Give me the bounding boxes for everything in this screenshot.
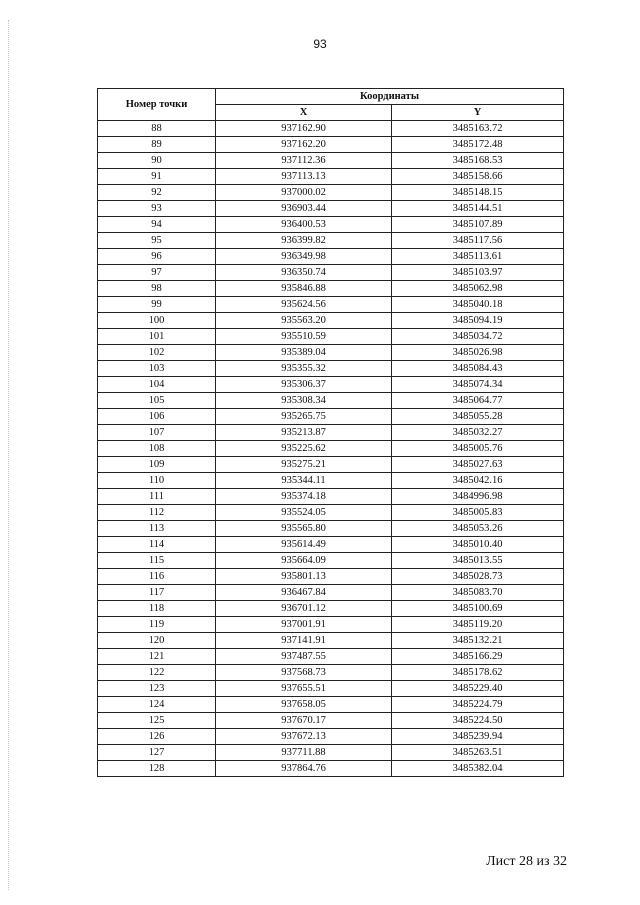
table-row <box>98 617 564 633</box>
y-coordinate-cell: 3485263.51 <box>392 745 564 761</box>
x-coordinate-cell: 937162.90 <box>216 121 392 137</box>
page-number: 93 <box>313 37 327 51</box>
table-row <box>98 169 564 185</box>
table-header <box>98 89 564 121</box>
y-coordinate-cell: 3485010.40 <box>392 537 564 553</box>
point-number-cell: 121 <box>98 649 216 665</box>
x-coordinate-cell: 937864.76 <box>216 761 392 777</box>
point-number-cell: 90 <box>98 153 216 169</box>
table-row <box>98 361 564 377</box>
y-coordinate-cell: 3485158.66 <box>392 169 564 185</box>
table-body <box>98 121 564 777</box>
y-coordinate-cell: 3485224.50 <box>392 713 564 729</box>
y-coordinate-cell: 3485013.55 <box>392 553 564 569</box>
point-number-cell: 116 <box>98 569 216 585</box>
table-row <box>98 329 564 345</box>
point-number-cell: 103 <box>98 361 216 377</box>
point-number-cell: 97 <box>98 265 216 281</box>
margin-line <box>8 20 9 890</box>
y-coordinate-cell: 3485074.34 <box>392 377 564 393</box>
coordinates-table <box>97 88 564 777</box>
point-number-cell: 110 <box>98 473 216 489</box>
table-row <box>98 745 564 761</box>
table-row <box>98 569 564 585</box>
y-coordinate-cell: 3485103.97 <box>392 265 564 281</box>
y-coordinate-cell: 3485040.18 <box>392 297 564 313</box>
table-row <box>98 441 564 457</box>
y-coordinate-cell: 3485055.28 <box>392 409 564 425</box>
table-row <box>98 265 564 281</box>
y-coordinate-cell: 3485042.16 <box>392 473 564 489</box>
point-number-cell: 108 <box>98 441 216 457</box>
y-coordinate-cell: 3485178.62 <box>392 665 564 681</box>
table-row <box>98 505 564 521</box>
y-coordinate-cell: 3485119.20 <box>392 617 564 633</box>
x-coordinate-cell: 937568.73 <box>216 665 392 681</box>
point-number-cell: 128 <box>98 761 216 777</box>
table-row <box>98 377 564 393</box>
table-row <box>98 249 564 265</box>
x-coordinate-cell: 935225.62 <box>216 441 392 457</box>
x-coordinate-cell: 937672.13 <box>216 729 392 745</box>
x-coordinate-cell: 936400.53 <box>216 217 392 233</box>
y-coordinate-cell: 3485107.89 <box>392 217 564 233</box>
table-row <box>98 633 564 649</box>
table-row <box>98 521 564 537</box>
table-row <box>98 153 564 169</box>
y-coordinate-cell: 3485163.72 <box>392 121 564 137</box>
point-number-cell: 102 <box>98 345 216 361</box>
x-coordinate-cell: 935664.09 <box>216 553 392 569</box>
table-row <box>98 313 564 329</box>
point-number-cell: 122 <box>98 665 216 681</box>
point-number-cell: 94 <box>98 217 216 233</box>
x-coordinate-cell: 935389.04 <box>216 345 392 361</box>
point-number-cell: 111 <box>98 489 216 505</box>
point-number-cell: 106 <box>98 409 216 425</box>
point-number-cell: 93 <box>98 201 216 217</box>
table-row <box>98 457 564 473</box>
table-row <box>98 185 564 201</box>
table-row <box>98 537 564 553</box>
y-coordinate-cell: 3485062.98 <box>392 281 564 297</box>
point-number-cell: 91 <box>98 169 216 185</box>
header-x: X <box>216 105 392 121</box>
x-coordinate-cell: 937141.91 <box>216 633 392 649</box>
y-coordinate-cell: 3485064.77 <box>392 393 564 409</box>
point-number-cell: 88 <box>98 121 216 137</box>
table-row <box>98 297 564 313</box>
table-row <box>98 601 564 617</box>
table-row <box>98 761 564 777</box>
table-row <box>98 665 564 681</box>
x-coordinate-cell: 937112.36 <box>216 153 392 169</box>
table-row <box>98 729 564 745</box>
y-coordinate-cell: 3485229.40 <box>392 681 564 697</box>
header-coordinates: Координаты <box>216 89 564 105</box>
point-number-cell: 99 <box>98 297 216 313</box>
x-coordinate-cell: 935524.05 <box>216 505 392 521</box>
sheet-footer: Лист 28 из 32 <box>486 854 567 869</box>
y-coordinate-cell: 3485005.76 <box>392 441 564 457</box>
table-row <box>98 489 564 505</box>
table-row <box>98 649 564 665</box>
table-row <box>98 217 564 233</box>
x-coordinate-cell: 935306.37 <box>216 377 392 393</box>
x-coordinate-cell: 936701.12 <box>216 601 392 617</box>
point-number-cell: 107 <box>98 425 216 441</box>
point-number-cell: 124 <box>98 697 216 713</box>
table-row <box>98 137 564 153</box>
x-coordinate-cell: 936349.98 <box>216 249 392 265</box>
x-coordinate-cell: 935374.18 <box>216 489 392 505</box>
header-row-top <box>98 89 564 105</box>
point-number-cell: 123 <box>98 681 216 697</box>
point-number-cell: 115 <box>98 553 216 569</box>
x-coordinate-cell: 937711.88 <box>216 745 392 761</box>
y-coordinate-cell: 3485382.04 <box>392 761 564 777</box>
point-number-cell: 127 <box>98 745 216 761</box>
y-coordinate-cell: 3485144.51 <box>392 201 564 217</box>
x-coordinate-cell: 935624.56 <box>216 297 392 313</box>
table-row <box>98 281 564 297</box>
point-number-cell: 105 <box>98 393 216 409</box>
y-coordinate-cell: 3485026.98 <box>392 345 564 361</box>
table-row <box>98 681 564 697</box>
x-coordinate-cell: 935563.20 <box>216 313 392 329</box>
y-coordinate-cell: 3485166.29 <box>392 649 564 665</box>
x-coordinate-cell: 937162.20 <box>216 137 392 153</box>
point-number-cell: 112 <box>98 505 216 521</box>
point-number-cell: 114 <box>98 537 216 553</box>
y-coordinate-cell: 3485083.70 <box>392 585 564 601</box>
point-number-cell: 101 <box>98 329 216 345</box>
point-number-cell: 109 <box>98 457 216 473</box>
y-coordinate-cell: 3485084.43 <box>392 361 564 377</box>
point-number-cell: 98 <box>98 281 216 297</box>
y-coordinate-cell: 3485032.27 <box>392 425 564 441</box>
x-coordinate-cell: 935801.13 <box>216 569 392 585</box>
y-coordinate-cell: 3485053.26 <box>392 521 564 537</box>
x-coordinate-cell: 935265.75 <box>216 409 392 425</box>
x-coordinate-cell: 935275.21 <box>216 457 392 473</box>
point-number-cell: 96 <box>98 249 216 265</box>
x-coordinate-cell: 936903.44 <box>216 201 392 217</box>
x-coordinate-cell: 936350.74 <box>216 265 392 281</box>
x-coordinate-cell: 936399.82 <box>216 233 392 249</box>
x-coordinate-cell: 936467.84 <box>216 585 392 601</box>
table-row <box>98 713 564 729</box>
x-coordinate-cell: 935565.80 <box>216 521 392 537</box>
y-coordinate-cell: 3485132.21 <box>392 633 564 649</box>
table-row <box>98 233 564 249</box>
y-coordinate-cell: 3485168.53 <box>392 153 564 169</box>
y-coordinate-cell: 3484996.98 <box>392 489 564 505</box>
y-coordinate-cell: 3485117.56 <box>392 233 564 249</box>
y-coordinate-cell: 3485148.15 <box>392 185 564 201</box>
x-coordinate-cell: 937113.13 <box>216 169 392 185</box>
table-row <box>98 409 564 425</box>
table-row <box>98 473 564 489</box>
y-coordinate-cell: 3485113.61 <box>392 249 564 265</box>
x-coordinate-cell: 935510.59 <box>216 329 392 345</box>
point-number-cell: 95 <box>98 233 216 249</box>
point-number-cell: 100 <box>98 313 216 329</box>
y-coordinate-cell: 3485027.63 <box>392 457 564 473</box>
point-number-cell: 120 <box>98 633 216 649</box>
y-coordinate-cell: 3485224.79 <box>392 697 564 713</box>
y-coordinate-cell: 3485172.48 <box>392 137 564 153</box>
header-point-number: Номер точки <box>98 89 216 121</box>
x-coordinate-cell: 937655.51 <box>216 681 392 697</box>
x-coordinate-cell: 935308.34 <box>216 393 392 409</box>
x-coordinate-cell: 935213.87 <box>216 425 392 441</box>
x-coordinate-cell: 935355.32 <box>216 361 392 377</box>
table-row <box>98 201 564 217</box>
point-number-cell: 104 <box>98 377 216 393</box>
table-row <box>98 393 564 409</box>
table-row <box>98 121 564 137</box>
point-number-cell: 113 <box>98 521 216 537</box>
x-coordinate-cell: 935344.11 <box>216 473 392 489</box>
point-number-cell: 117 <box>98 585 216 601</box>
point-number-cell: 126 <box>98 729 216 745</box>
y-coordinate-cell: 3485094.19 <box>392 313 564 329</box>
point-number-cell: 125 <box>98 713 216 729</box>
table-row <box>98 553 564 569</box>
x-coordinate-cell: 937670.17 <box>216 713 392 729</box>
table-row <box>98 425 564 441</box>
y-coordinate-cell: 3485239.94 <box>392 729 564 745</box>
table-row <box>98 697 564 713</box>
y-coordinate-cell: 3485034.72 <box>392 329 564 345</box>
x-coordinate-cell: 937487.55 <box>216 649 392 665</box>
x-coordinate-cell: 937658.05 <box>216 697 392 713</box>
point-number-cell: 92 <box>98 185 216 201</box>
header-y: Y <box>392 105 564 121</box>
y-coordinate-cell: 3485028.73 <box>392 569 564 585</box>
x-coordinate-cell: 937000.02 <box>216 185 392 201</box>
x-coordinate-cell: 935614.49 <box>216 537 392 553</box>
point-number-cell: 89 <box>98 137 216 153</box>
point-number-cell: 118 <box>98 601 216 617</box>
y-coordinate-cell: 3485005.83 <box>392 505 564 521</box>
point-number-cell: 119 <box>98 617 216 633</box>
x-coordinate-cell: 937001.91 <box>216 617 392 633</box>
table-row <box>98 345 564 361</box>
y-coordinate-cell: 3485100.69 <box>392 601 564 617</box>
table-row <box>98 585 564 601</box>
x-coordinate-cell: 935846.88 <box>216 281 392 297</box>
